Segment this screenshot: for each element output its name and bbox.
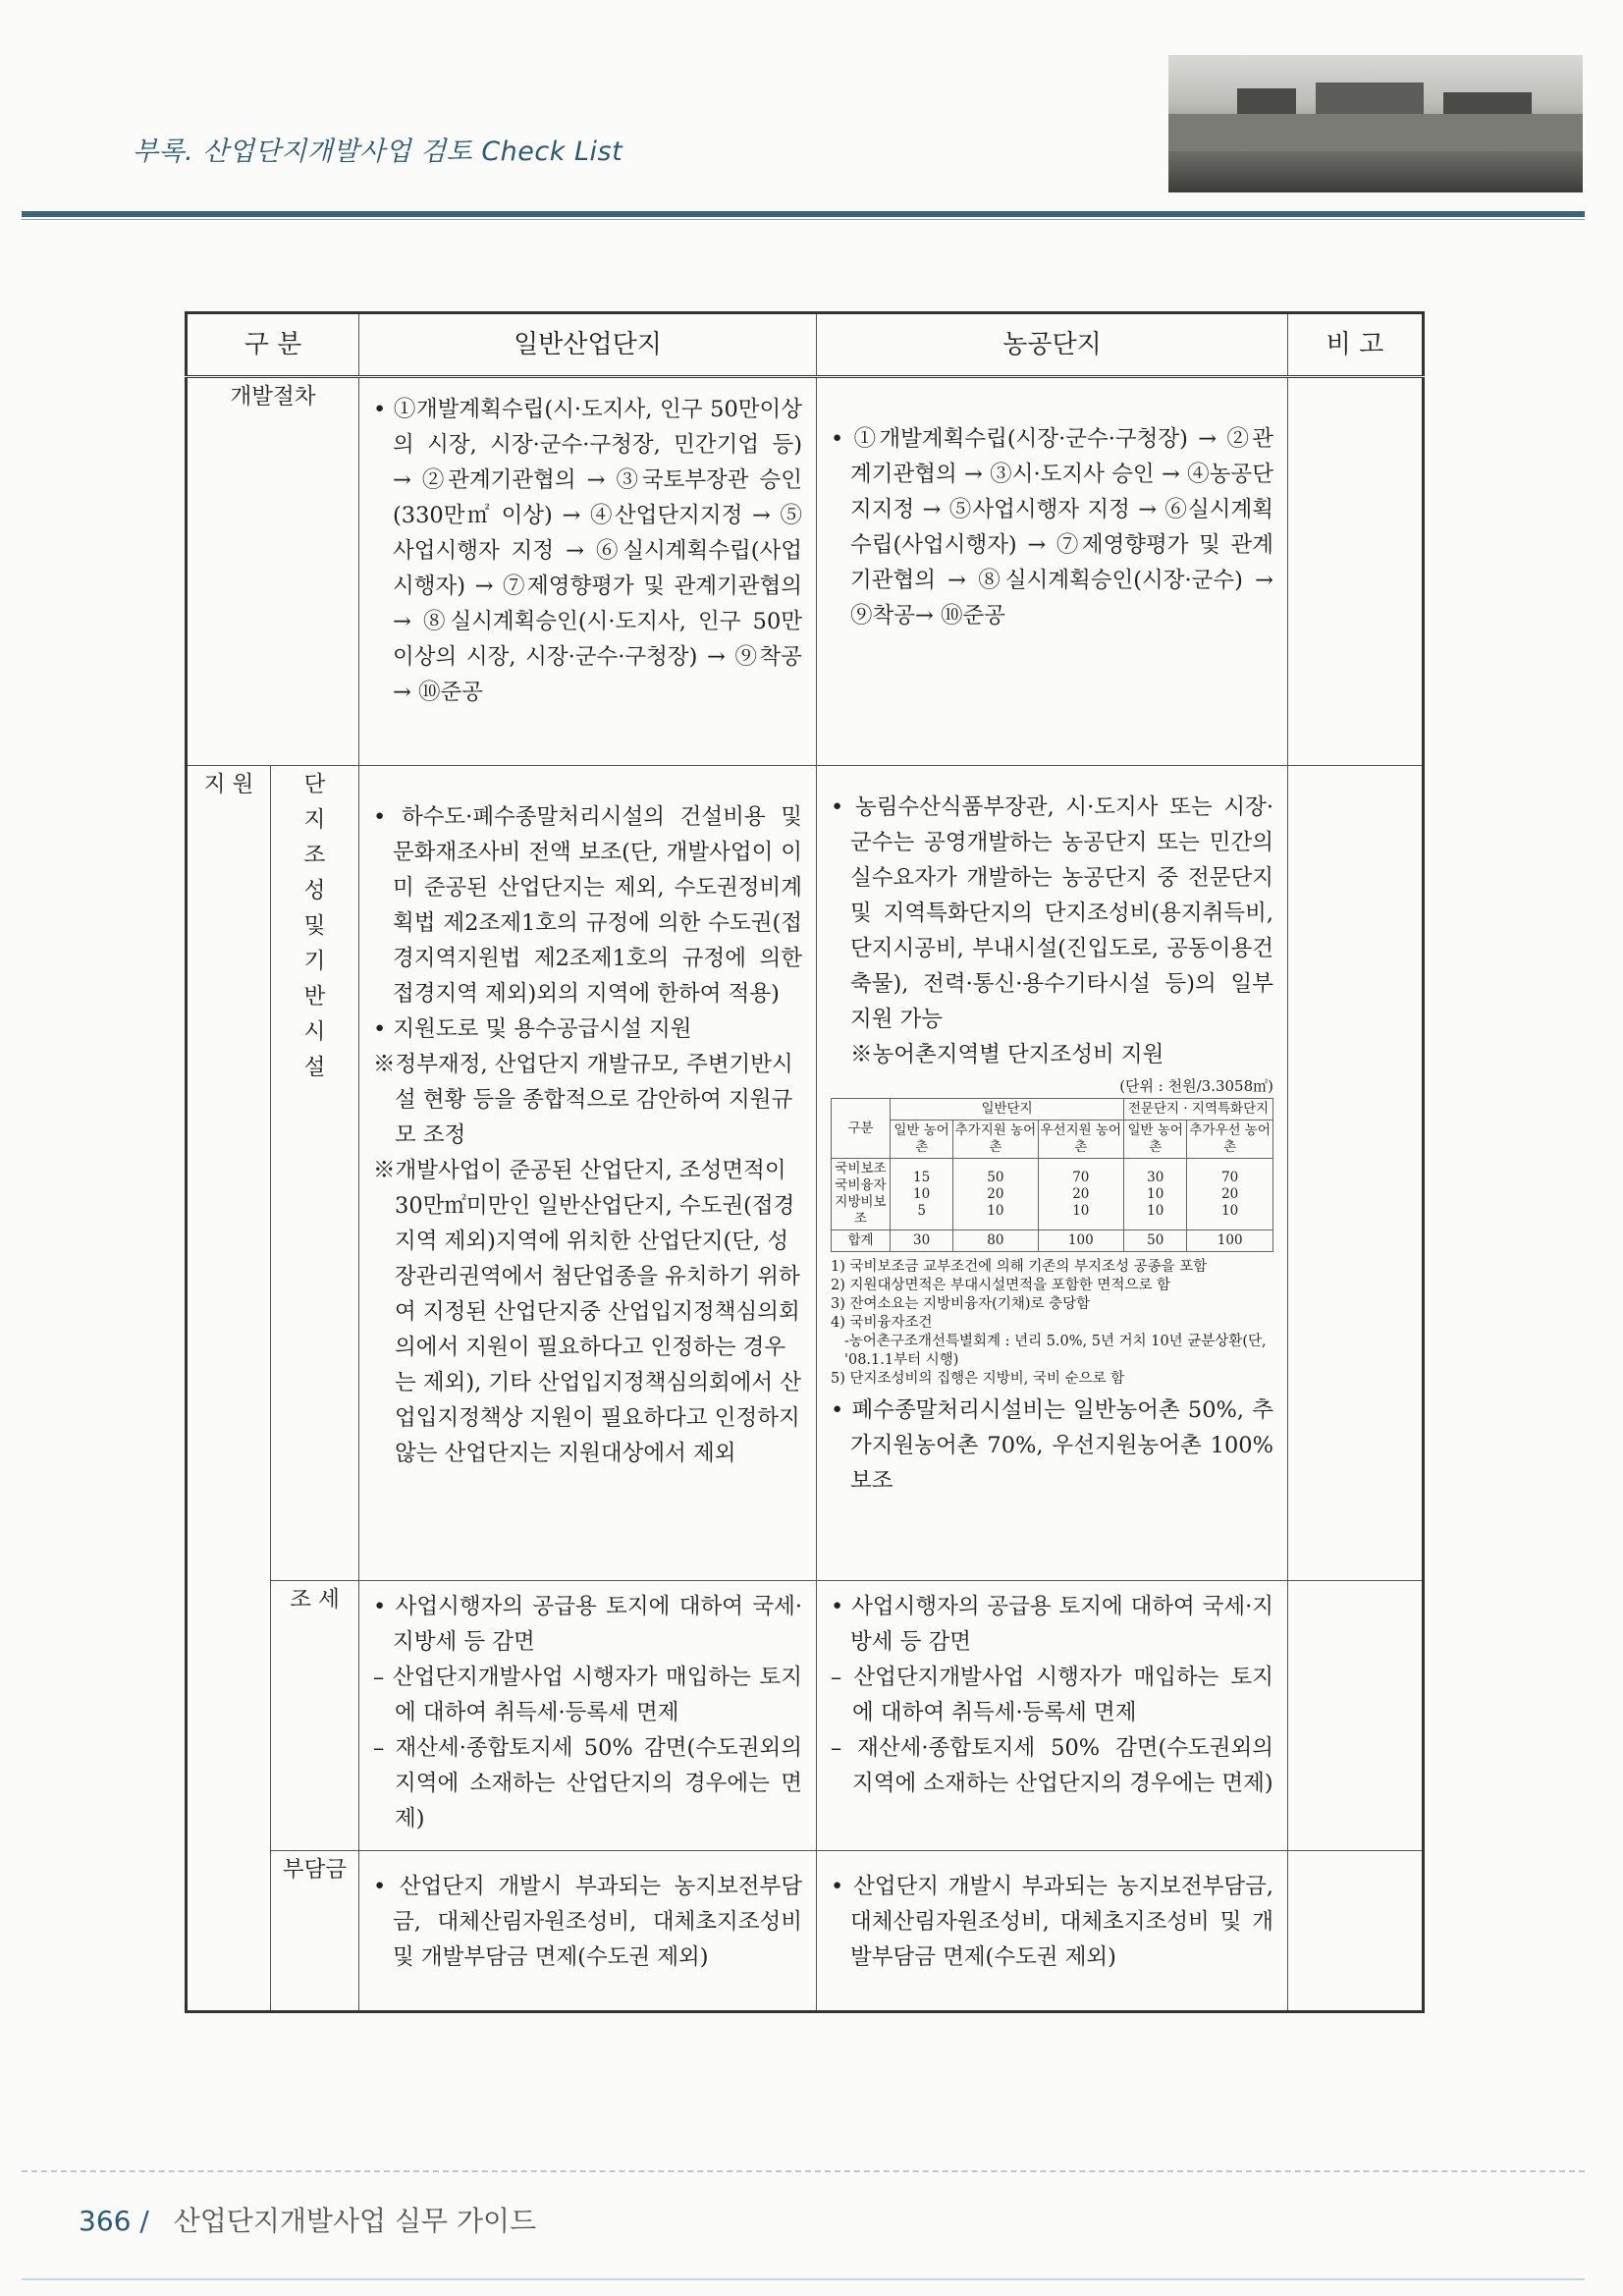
infra-agri-p2: • 폐수종말처리시설비는 일반농어촌 50%, 추가지원농어촌 70%, 우선지원농어촌 100% 보조 [831, 1397, 1273, 1494]
subtable-total: 100 [1038, 1230, 1124, 1252]
levy-general [359, 1851, 817, 2012]
subtable-row-header: 구분 [832, 1099, 891, 1159]
subtable-row-labels: 국비보조 국비융자 지방비보조 [832, 1159, 891, 1230]
procedure-general-text: • ①개발계획수립(시·도지사, 인구 50만이상의 시장, 시장·군수·구청장, 민간기업 등) → ②관계기관협의 → ③국토부장관 승인(330만㎡ 이상) → ④산업단지지정 → ⑤사업시행자 지정 → ⑥실시계획수립(사업시행자) → ⑦제영향평가 및 관계기관협의 → ⑧실시계획승인(시·도지사, 인구 50만이상의 시장, 시장·군수·구청장) → ⑨착공 → ⑩준공 [373, 397, 802, 705]
subtable-group-general: 일반단지 [891, 1099, 1124, 1121]
levy-general-text: • 산업단지 개발시 부과되는 농지보전부담금, 대체산림자원조성비, 대체초지조성비 및 개발부담금 면제(수도권 제외) [373, 1874, 802, 1970]
subtable-total: 50 [1124, 1230, 1187, 1252]
subtable-total-label: 합계 [832, 1230, 891, 1252]
procedure-agri-text: • ①개발계획수립(시장·군수·구청장) → ②관계기관협의 → ③시·도지사 승인 → ④농공단지지정 → ⑤사업시행자 지정 → ⑥실시계획수립(사업시행자) → ⑦제영향평가 및 관계기관협의 → ⑧실시계획승인(시장·군수) → ⑨착공→ ⑩준공 [831, 426, 1273, 629]
tax-remarks [1288, 1581, 1424, 1851]
subtable-data-row [832, 1159, 1273, 1230]
subtable-unit: (단위 : 천원/3.3058㎡) [1119, 1077, 1273, 1095]
infra-general-p2: • 지원도로 및 용수공급시설 지원 [373, 1016, 692, 1042]
subtable-cell: 70 20 10 [1038, 1159, 1124, 1230]
row-tax [187, 1581, 1424, 1851]
tax-agri-p3: – 재산세·종합토지세 50% 감면(수도권외의 지역에 소재하는 산업단지의 경우에는 면제) [831, 1735, 1273, 1796]
label-infra-2: 조성 [303, 843, 326, 903]
footnote: 3) 잔여소요는 지방비융자(기채)로 충당함 [831, 1296, 1091, 1312]
procedure-agri [817, 377, 1288, 766]
label-infra [271, 766, 359, 1581]
tax-general-p1: • 사업시행자의 공급용 토지에 대하여 국세·지방세 등 감면 [373, 1594, 802, 1655]
levy-agri-text: • 산업단지 개발시 부과되는 농지보전부담금, 대체산림자원조성비, 대체초지조성비 및 개발부담금 면제(수도권 제외) [831, 1874, 1273, 1970]
header-agri: 농공단지 [817, 313, 1288, 377]
infra-agri [817, 766, 1288, 1581]
subtable-total: 80 [953, 1230, 1038, 1252]
infra-general-note1: ※정부재정, 산업단지 개발규모, 주변기반시설 현황 등을 종합적으로 감안하여 지원규모 조정 [373, 1052, 793, 1148]
label-infra-4: 기반 [303, 949, 326, 1010]
subtable-total: 100 [1187, 1230, 1273, 1252]
infra-agri-note: ※농어촌지역별 단지조성비 지원 [850, 1042, 1164, 1067]
header-remarks: 비 고 [1288, 313, 1424, 377]
header-category: 구 분 [187, 313, 359, 377]
tax-general-p2: – 산업단지개발사업 시행자가 매입하는 토지에 대하여 취득세·등록세 면제 [373, 1665, 802, 1725]
footnote: -농어촌구조개선특별회계 : 년리 5.0%, 5년 거치 10년 균분상환(단, '08.1.1부터 시행) [844, 1334, 1267, 1368]
label-infra-1: 단지 [303, 772, 326, 833]
infra-general-note2: ※개발사업이 준공된 산업단지, 조성면적이 30만㎡미만인 일반산업단지, 수도권(접경지역 제외)지역에 위치한 산업단지(단, 성장관리권역에서 첨단업종을 유치하기 위하여 지정된 산업단지중 산업입지정책심의회의에서 지원이 필요하다고 인정하는 경우는 제외), 기타 산업입지정책심의회에서 산업입지정책상 지원이 필요하다고 인정하지 않는 산업단지는 지원대상에서 제외 [373, 1158, 802, 1466]
footer-rule [22, 2170, 1585, 2172]
footnote: 5) 단지조성비의 집행은 지방비, 국비 순으로 함 [831, 1371, 1125, 1387]
infra-remarks [1288, 766, 1424, 1581]
row-infra [187, 766, 1424, 1581]
subtable-cell: 15 10 5 [891, 1159, 953, 1230]
infra-general-p1: • 하수도·폐수종말처리시설의 건설비용 및 문화재조사비 전액 보조(단, 개발사업이 이미 준공된 산업단지는 제외, 수도권정비계획법 제2조제1호의 규정에 의한 수도권(접경지역지원법 제2조제1호의 규정에 의한 접경지역 제외)외의 지역에 한하여 적용) [373, 804, 802, 1007]
header-rule [22, 211, 1585, 217]
tax-agri-p2: – 산업단지개발사업 시행자가 매입하는 토지에 대하여 취득세·등록세 면제 [831, 1665, 1273, 1725]
footnote: 1) 국비보조금 교부조건에 의해 기존의 부지조성 공종을 포함 [831, 1259, 1208, 1275]
levy-agri [817, 1851, 1288, 2012]
tax-agri-p1: • 사업시행자의 공급용 토지에 대하여 국세·지방세 등 감면 [831, 1594, 1273, 1655]
infra-agri-p1: • 농림수산식품부장관, 시·도지사 또는 시장·군수는 공영개발하는 농공단지 또는 민간의 실수요자가 개발하는 농공단지 중 전문단지 및 지역특화단지의 단지조성비(용지취득비, 단지시공비, 부내시설(진입도로, 공동이용건축물), 전력·통신·용수기타시설 등)의 일부 지원 가능 [831, 794, 1273, 1032]
levy-remarks [1288, 1851, 1424, 2012]
header-title: 부록. 산업단지개발사업 검토 Check List [133, 137, 623, 167]
row-procedure [187, 377, 1424, 766]
label-levy: 부담금 [271, 1851, 359, 2012]
infra-general [359, 766, 817, 1581]
header-general: 일반산업단지 [359, 313, 817, 377]
subtable-total: 30 [891, 1230, 953, 1252]
subtable-col: 추가지원 농어촌 [953, 1121, 1038, 1159]
subtable-total-row [832, 1230, 1273, 1252]
tax-general [359, 1581, 817, 1851]
table-header-row [187, 313, 1424, 377]
row-levy [187, 1851, 1424, 2012]
subtable-cell: 70 20 10 [1187, 1159, 1273, 1230]
label-support: 지 원 [187, 766, 271, 2012]
checklist-table [185, 311, 1425, 2013]
label-infra-3: 및 [303, 913, 326, 939]
footer-bottom-rule [22, 2278, 1585, 2280]
footer-title: 산업단지개발사업 실무 가이드 [173, 2205, 537, 2237]
footnotes [831, 1258, 1273, 1389]
subtable-col: 추가우선 농어촌 [1187, 1121, 1273, 1159]
subtable-col: 일반 농어촌 [1124, 1121, 1187, 1159]
header-rule-thin [22, 219, 1585, 220]
tax-agri [817, 1581, 1288, 1851]
subtable-group-special: 전문단지 · 지역특화단지 [1124, 1099, 1273, 1121]
header-photo [1168, 55, 1583, 192]
label-procedure: 개발절차 [187, 377, 359, 766]
subtable-cell: 30 10 10 [1124, 1159, 1187, 1230]
support-cost-table [831, 1098, 1273, 1252]
tax-general-p3: – 재산세·종합토지세 50% 감면(수도권외의 지역에 소재하는 산업단지의 경우에는 면제) [373, 1735, 802, 1831]
label-tax: 조 세 [271, 1581, 359, 1851]
footnote: 2) 지원대상면적은 부대시설면적을 포함한 면적으로 함 [831, 1278, 1171, 1293]
procedure-remarks [1288, 377, 1424, 766]
label-infra-5: 시설 [303, 1019, 326, 1080]
subtable-cell: 50 20 10 [953, 1159, 1038, 1230]
footer [79, 2200, 536, 2239]
footnote: 4) 국비융자조건 [831, 1315, 933, 1331]
subtable-col: 우선지원 농어촌 [1038, 1121, 1124, 1159]
subtable-col: 일반 농어촌 [891, 1121, 953, 1159]
page-number: 366 / [79, 2205, 149, 2237]
procedure-general [359, 377, 817, 766]
